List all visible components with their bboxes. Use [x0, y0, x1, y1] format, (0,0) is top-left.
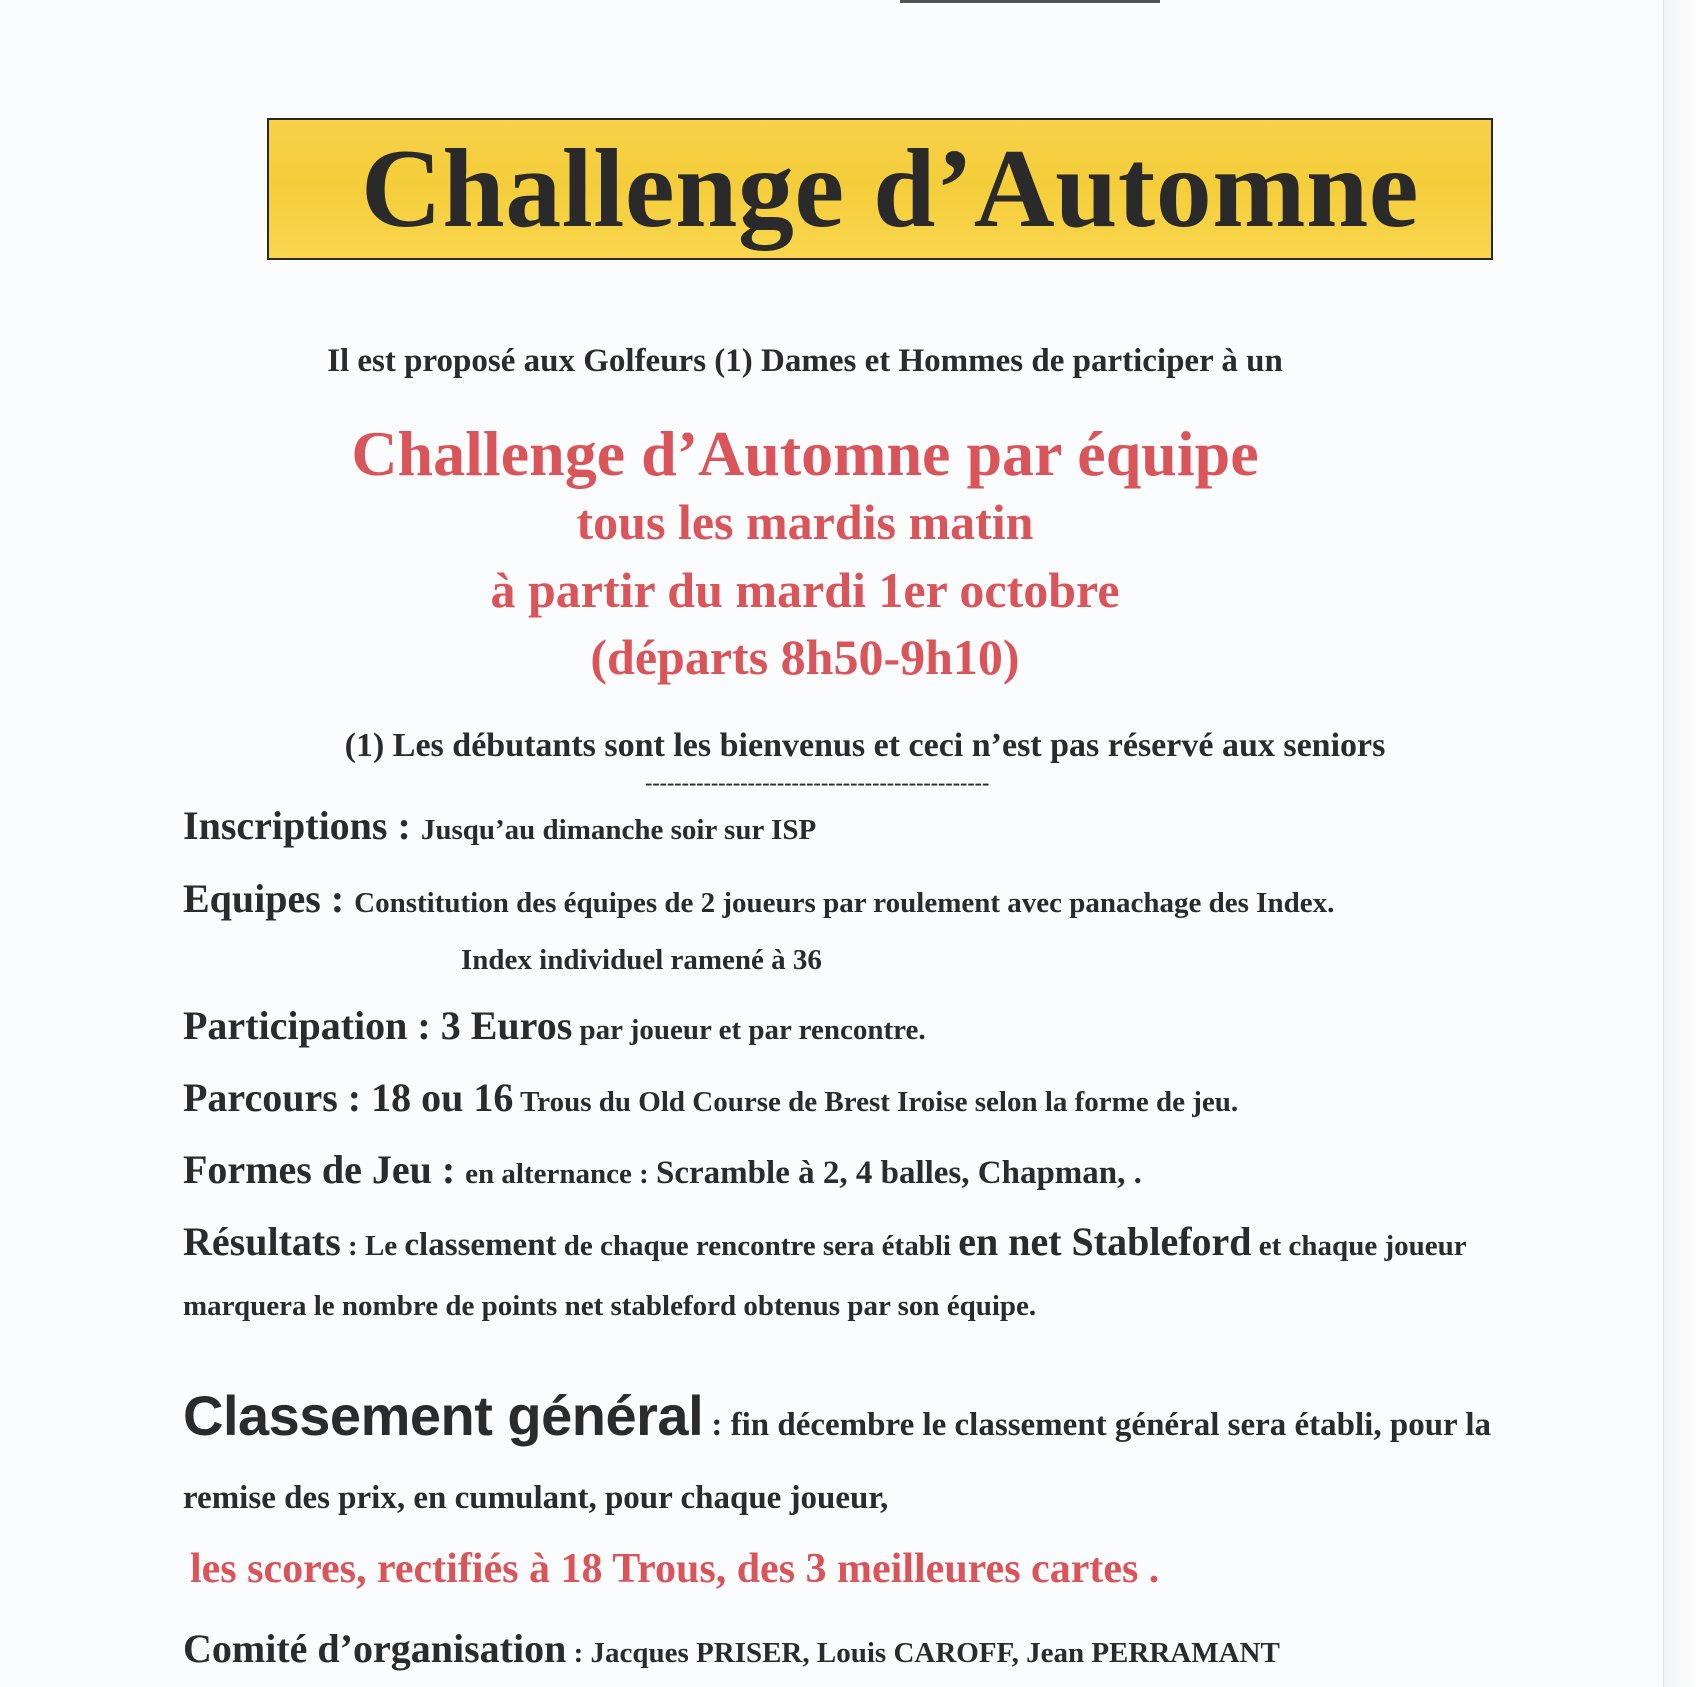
parcours-text: Trous du Old Course de Brest Iroise selon la forme de jeu.	[513, 1086, 1239, 1118]
classement-text-2: remise des prix, en cumulant, pour chaque joueur,	[183, 1480, 889, 1516]
classement-scores: les scores, rectifiés à 18 Trous, des 3 meilleures cartes .	[190, 1546, 1160, 1592]
resultats-label: Résultats	[183, 1219, 341, 1264]
resultats-text-e: et chaque joueur	[1251, 1230, 1467, 1262]
formes-small-text: en alternance :	[465, 1158, 657, 1190]
highlight-line-4: (départs 8h50-9h10)	[590, 629, 1020, 685]
classement-text: : fin décembre le classement général sera établi, pour la	[703, 1407, 1492, 1443]
participation-text: par joueur et par rencontre.	[572, 1014, 926, 1046]
scan-artifact-top	[900, 0, 1160, 3]
highlight-line-1: Challenge d’Automne par équipe	[351, 418, 1259, 489]
inscriptions-label: Inscriptions :	[183, 803, 421, 848]
resultats-text-b: classement	[404, 1227, 557, 1263]
intro-text: Il est proposé aux Golfeurs (1) Dames et Hommes de participer à un	[327, 343, 1283, 379]
page-title: Challenge d’Automne	[361, 127, 1419, 251]
inscriptions-row	[183, 802, 816, 849]
equipes-label: Equipes :	[183, 876, 355, 921]
formes-text: Scramble à 2, 4 balles, Chapman, .	[656, 1155, 1142, 1191]
title-banner	[267, 118, 1493, 260]
resultats-row	[183, 1218, 1467, 1265]
comite-row	[183, 1625, 1280, 1672]
classement-row	[183, 1383, 1491, 1448]
equipes-row	[183, 875, 1334, 922]
comite-text: : Jacques PRISER, Louis CAROFF, Jean PERRAMANT	[566, 1637, 1280, 1669]
participation-row	[183, 1002, 926, 1049]
formes-row	[183, 1146, 1142, 1193]
comite-label: Comité d’organisation	[183, 1626, 567, 1671]
inscriptions-text: Jusqu’au dimanche soir sur ISP	[420, 814, 817, 846]
resultats-text-2: marquera le nombre de points net stableford obtenus par son équipe.	[183, 1290, 1037, 1322]
equipes-text: Constitution des équipes de 2 joueurs par roulement avec panachage des Index.	[354, 887, 1335, 919]
scan-artifact-right	[1663, 0, 1700, 1687]
separator: -----------------------------------------------	[645, 770, 990, 795]
footnote: (1) Les débutants sont les bienvenus et ceci n’est pas réservé aux seniors	[344, 727, 1386, 764]
parcours-row	[183, 1074, 1238, 1121]
resultats-text-c: de chaque rencontre sera établi	[556, 1230, 959, 1262]
equipes-index-text: Index individuel ramené à 36	[461, 944, 822, 976]
formes-label: Formes de Jeu :	[183, 1147, 466, 1192]
resultats-text-d: en net Stableford	[958, 1219, 1252, 1264]
resultats-text-a: : Le	[340, 1230, 405, 1262]
participation-label: Participation : 3 Euros	[183, 1003, 573, 1048]
highlight-line-3: à partir du mardi 1er octobre	[490, 562, 1120, 618]
parcours-label: Parcours : 18 ou 16	[183, 1075, 514, 1120]
highlight-line-2: tous les mardis matin	[576, 494, 1034, 550]
classement-label: Classement général	[183, 1384, 704, 1447]
